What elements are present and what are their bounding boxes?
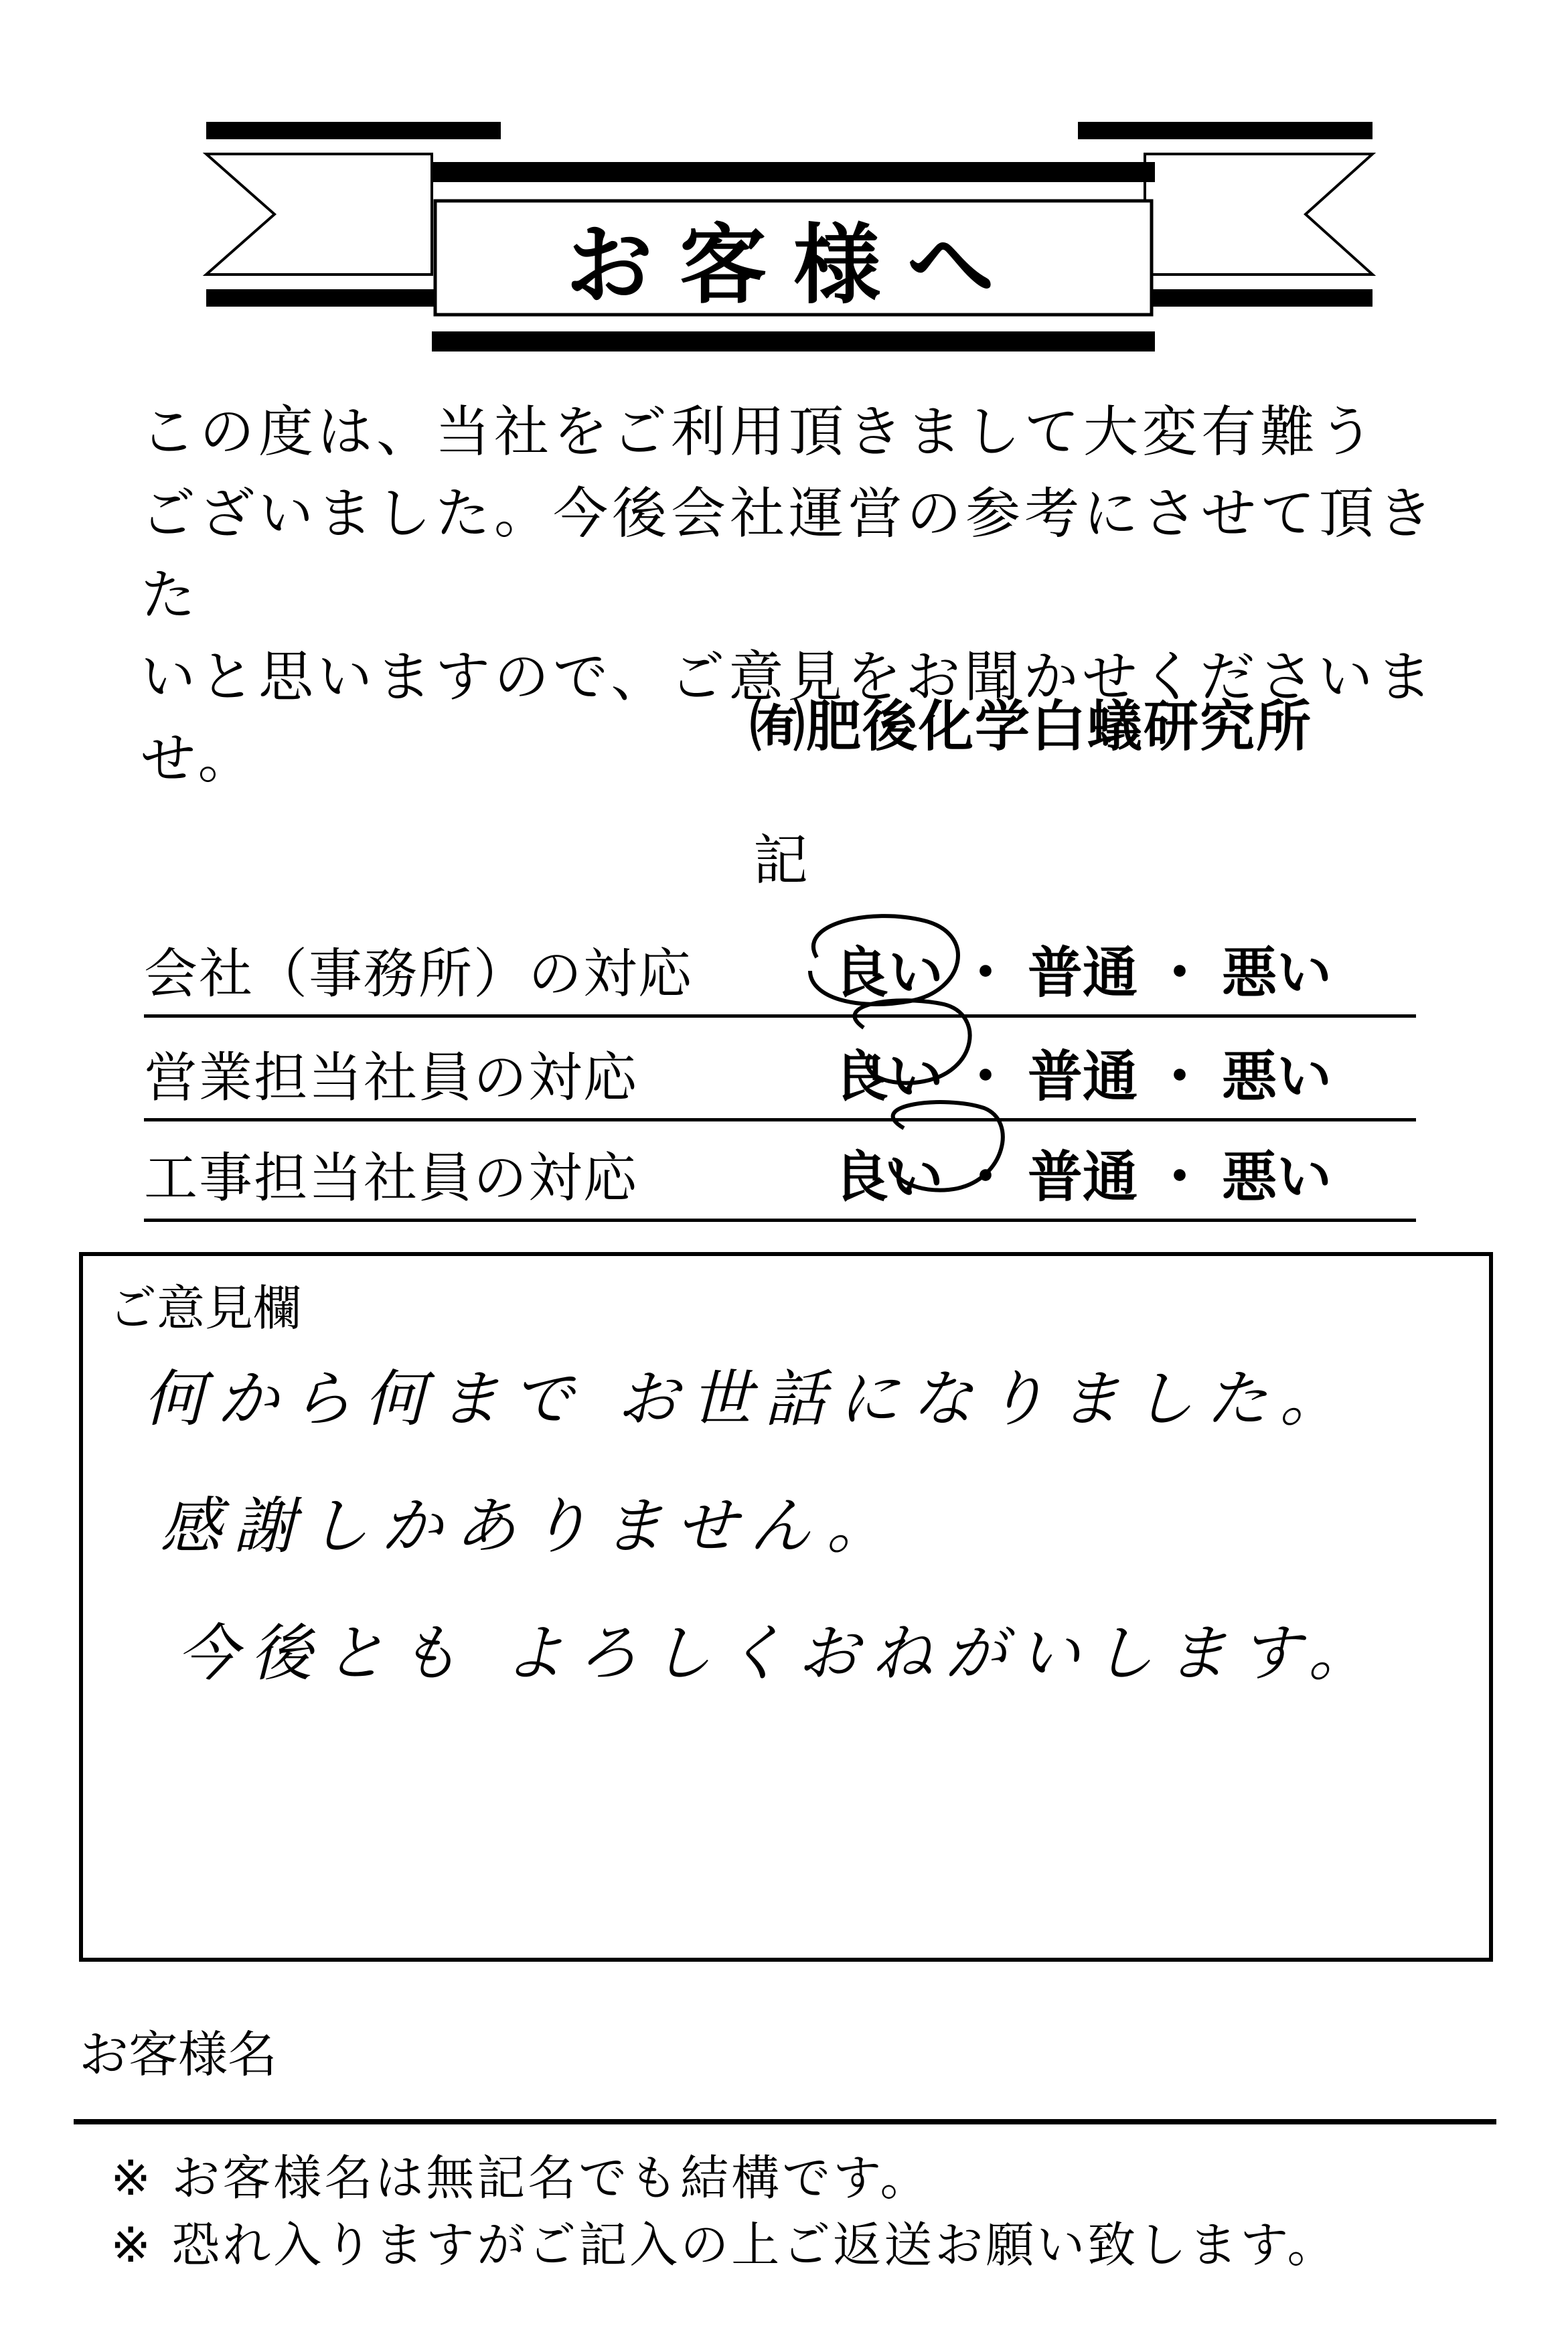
selection-circles [790,911,1031,1205]
separator: ・ [958,941,1014,1005]
customer-name-label: お客様名 [79,2026,277,2084]
option-good[interactable]: 良い [834,1045,944,1109]
option-bad[interactable]: 悪い [1222,941,1332,1005]
banner-title: お客様へ [565,214,1021,316]
option-bad[interactable]: 悪い [1222,1146,1332,1209]
option-normal[interactable]: 普通 [1028,1045,1138,1109]
comments-label: ご意見欄 [108,1280,302,1336]
selection-circle [855,1000,970,1083]
separator: ・ [1152,1146,1208,1209]
option-good[interactable]: 良い [834,941,944,1005]
separator: ・ [958,1045,1014,1109]
intro-line: この度は、当社をご利用頂きまして大変有難う [141,400,1379,464]
intro-line: ございました。今後会社運営の参考にさせて頂きた [141,482,1437,627]
option-bad[interactable]: 悪い [1222,1045,1332,1109]
separator: ・ [1152,941,1208,1005]
rating-row-sales [144,1018,1416,1121]
option-good[interactable]: 良い [834,1146,944,1209]
note-line: ※ お客様名は無記名でも結構です。 [110,2150,931,2206]
selection-circle [890,1102,1003,1190]
company-name: ㈲肥後化学白蟻研究所 [750,695,1313,759]
intro-line: いと思いますので、ご意見をお聞かせくださいませ。 [141,645,1436,791]
rating-label: 工事担当社員の対応 [144,1147,638,1209]
option-normal[interactable]: 普通 [1028,1146,1138,1209]
rating-row-construction [144,1118,1416,1222]
separator: ・ [958,1146,1014,1209]
comment-line: 何から何まで お世話になりました。 [143,1363,1354,1435]
rating-row-company [144,914,1416,1018]
comments-box[interactable] [79,1252,1493,1962]
separator: ・ [1152,1045,1208,1109]
comment-line: 感謝しかありません。 [160,1490,900,1562]
ki-heading: 記 [753,829,809,892]
rating-label: 営業担当社員の対応 [144,1046,638,1109]
customer-name-field[interactable] [74,2119,1496,2124]
comment-line: 今後とも よろしくおねがいします。 [177,1618,1382,1689]
option-normal[interactable]: 普通 [1028,941,1138,1005]
rating-label: 会社（事務所）の対応 [144,943,693,1005]
selection-circle [810,916,958,1004]
note-line: ※ 恐れ入りますがご記入の上ご返送お願い致します。 [110,2217,1338,2273]
